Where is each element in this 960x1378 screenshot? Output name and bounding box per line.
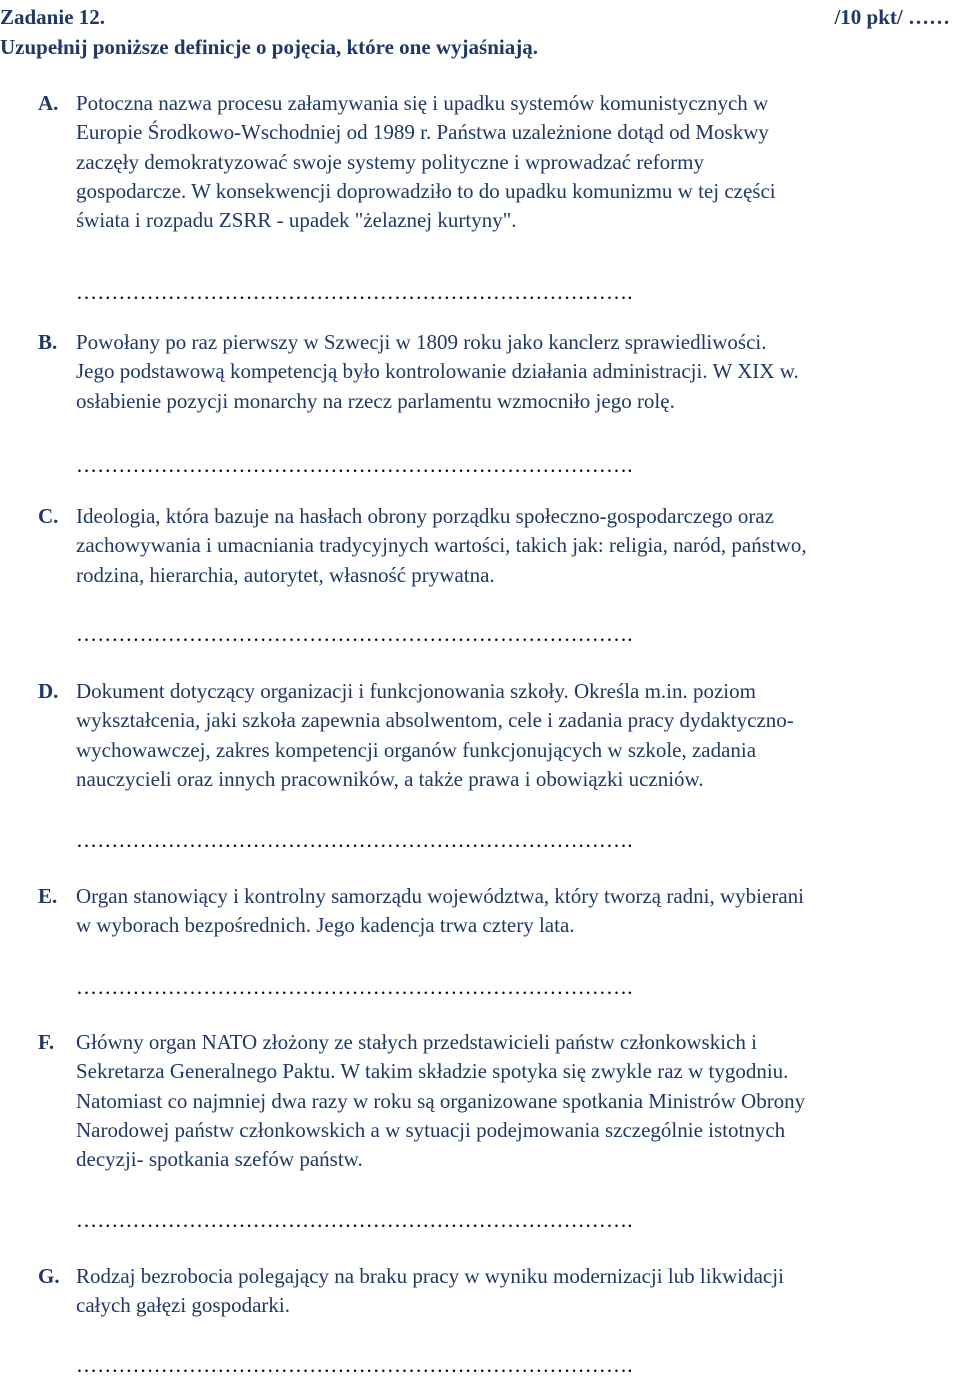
answer-blank[interactable]: ……………………………………………………………………. xyxy=(76,453,633,477)
definition-line: świata i rozpadu ZSRR - upadek "żelaznej kurtyny". xyxy=(76,208,517,233)
definition-line: zaczęły demokratyzować swoje systemy polityczne i wprowadzać reformy xyxy=(76,149,704,174)
task-title: Zadanie 12. xyxy=(0,5,106,29)
item-letter: C. xyxy=(38,504,59,528)
definition-line: całych gałęzi gospodarki. xyxy=(76,1293,290,1318)
item-letter: B. xyxy=(38,330,58,354)
definition-text xyxy=(76,882,960,941)
definition-line: osłabienie pozycji monarchy na rzecz parlamentu wzmocniło jego rolę. xyxy=(76,388,675,413)
definition-line: Rodzaj bezrobocia polegający na braku pracy w wyniku modernizacji lub likwidacji xyxy=(76,1264,784,1288)
item-letter: D. xyxy=(38,679,59,703)
definition-line: Narodowej państw członkowskich a w sytuacji podejmowania szczególnie istotnych xyxy=(76,1117,786,1142)
definition-line: gospodarcze. W konsekwencji doprowadziło to do upadku komunizmu w tej części xyxy=(76,178,776,203)
item-letter: A. xyxy=(38,91,59,115)
definition-line: Potoczna nazwa procesu załamywania się i upadku systemów komunistycznych w xyxy=(76,91,769,115)
definition-text xyxy=(76,677,960,794)
item-letter: G. xyxy=(38,1264,60,1288)
definition-line: wychowawczej, zakres kompetencji organów funkcjonujących w szkole, zadania xyxy=(76,737,757,762)
definition-line: Organ stanowiący i kontrolny samorządu województwa, który tworzą radni, wybierani xyxy=(76,884,804,908)
definition-text xyxy=(76,328,960,416)
definition-line: wykształcenia, jaki szkoła zapewnia absolwentom, cele i zadania pracy dydaktyczno- xyxy=(76,708,794,733)
definition-line: Europie Środkowo-Wschodniej od 1989 r. Państwa uzależnione dotąd od Moskwy xyxy=(76,120,769,145)
definition-text xyxy=(76,1262,960,1321)
task-instruction: Uzupełnij poniższe definicje o pojęcia, które one wyjaśniają. xyxy=(0,35,538,59)
definition-line: Jego podstawową kompetencją było kontrolowanie działania administracji. W XIX w. xyxy=(76,359,799,384)
definition-line: nauczycieli oraz innych pracowników, a także prawa i obowiązki uczniów. xyxy=(76,766,704,791)
answer-blank[interactable]: ……………………………………………………………………. xyxy=(76,622,633,646)
definition-line: zachowywania i umacniania tradycyjnych wartości, takich jak: religia, naród, państwo, xyxy=(76,533,807,558)
definition-line: Główny organ NATO złożony ze stałych przedstawicieli państw członkowskich i xyxy=(76,1030,757,1054)
definition-line: Ideologia, która bazuje na hasłach obrony porządku społeczno-gospodarczego oraz xyxy=(76,504,774,528)
points-label: /10 pkt/ …… xyxy=(834,5,950,29)
definition-line: decyzji- spotkania szefów państw. xyxy=(76,1147,363,1172)
answer-blank[interactable]: ……………………………………………………………………. xyxy=(76,828,633,852)
answer-blank[interactable]: ……………………………………………………………………. xyxy=(76,1353,633,1377)
definition-line: rodzina, hierarchia, autorytet, własność prywatna. xyxy=(76,562,495,587)
item-letter: F. xyxy=(38,1030,55,1054)
definition-text xyxy=(76,1028,960,1174)
definition-text xyxy=(76,89,960,235)
item-letter: E. xyxy=(38,884,58,908)
definition-line: Sekretarza Generalnego Paktu. W takim składzie spotyka się zwykle raz w tygodniu. xyxy=(76,1059,789,1084)
answer-blank[interactable]: ……………………………………………………………………. xyxy=(76,280,633,304)
definition-line: Powołany po raz pierwszy w Szwecji w 1809 roku jako kanclerz sprawiedliwości. xyxy=(76,330,767,354)
definition-line: Natomiast co najmniej dwa razy w roku są organizowane spotkania Ministrów Obrony xyxy=(76,1088,806,1113)
answer-blank[interactable]: ……………………………………………………………………. xyxy=(76,1208,633,1232)
definition-line: Dokument dotyczący organizacji i funkcjonowania szkoły. Określa m.in. poziom xyxy=(76,679,756,703)
definition-line: w wyborach bezpośrednich. Jego kadencja trwa cztery lata. xyxy=(76,913,575,938)
answer-blank[interactable]: ……………………………………………………………………. xyxy=(76,975,633,999)
definition-text xyxy=(76,502,960,590)
